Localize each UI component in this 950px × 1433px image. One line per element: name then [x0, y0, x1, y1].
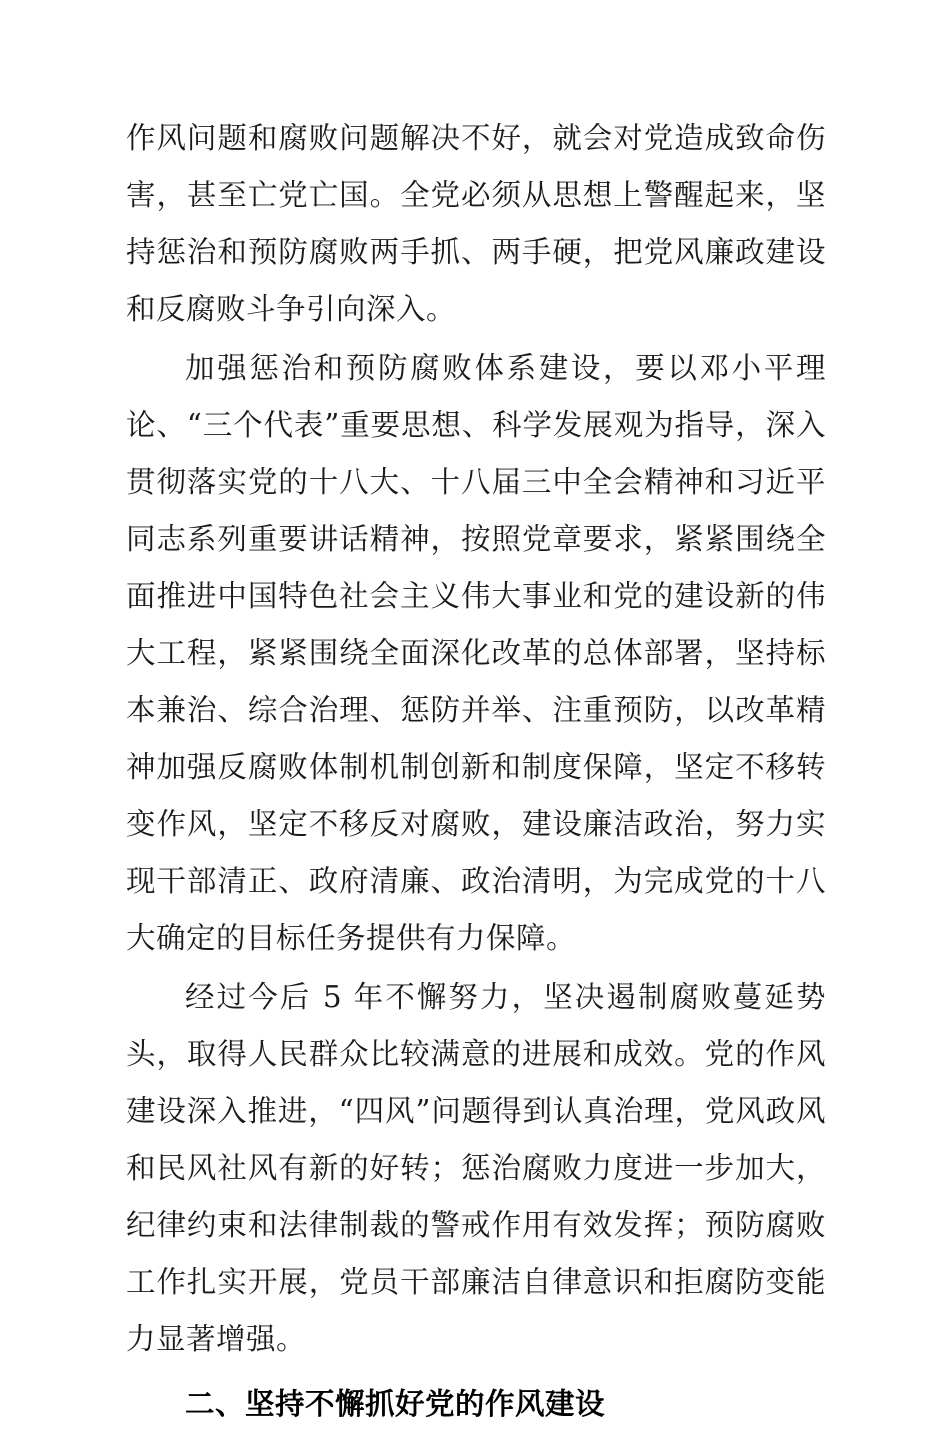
- paragraph-3: 经过今后 5 年不懈努力，坚决遏制腐败蔓延势头，取得人民群众比较满意的进展和成效。党的作风建设深入推进，“四风”问题得到认真治理，党风政风和民风社风有新的好转；惩治腐败力度进一步加大，纪律约束和法律制裁的警戒作用有效发挥；预防腐败工作扎实开展，党员干部廉洁自律意识和拒腐防变能力显著增强。: [126, 980, 826, 1356]
- paragraph-2: 加强惩治和预防腐败体系建设，要以邓小平理论、“三个代表”重要思想、科学发展观为指导，深入贯彻落实党的十八大、十八届三中全会精神和习近平同志系列重要讲话精神，按照党章要求，紧紧围绕全面推进中国特色社会主义伟大事业和党的建设新的伟大工程，紧紧围绕全面深化改革的总体部署，坚持标本兼治、综合治理、惩防并举、注重预防，以改革精神加强反腐败体制机制创新和制度保障，坚定不移转变作风，坚定不移反对腐败，建设廉洁政治，努力实现干部清正、政府清廉、政治清明，为完成党的十八大确定的目标任务提供有力保障。: [126, 351, 826, 955]
- section-heading: 二、坚持不懈抓好党的作风建设: [185, 1387, 606, 1421]
- paragraph-1: 作风问题和腐败问题解决不好，就会对党造成致命伤害，甚至亡党亡国。全党必须从思想上警醒起来，坚持惩治和预防腐败两手抓、两手硬，把党风廉政建设和反腐败斗争引向深入。: [126, 121, 826, 326]
- document-body: [126, 110, 826, 1433]
